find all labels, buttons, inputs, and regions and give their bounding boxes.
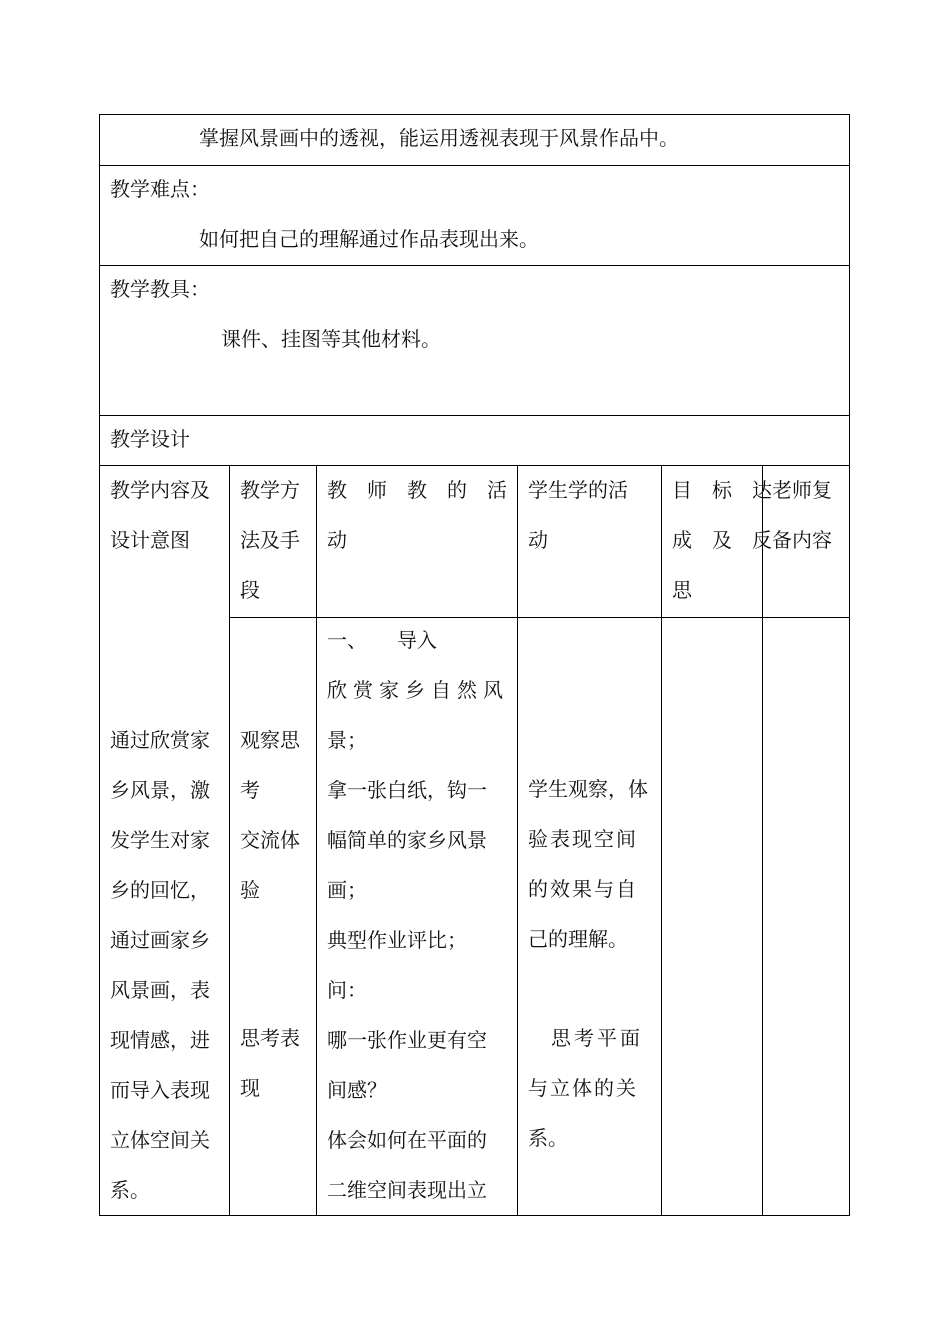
header-content-line: 设计意图 bbox=[110, 528, 190, 552]
difficulty-label: 教学难点： bbox=[110, 177, 210, 201]
method-line: 观察思 bbox=[240, 728, 300, 752]
goal-row-bottom-border bbox=[99, 165, 850, 166]
content-line: 通过欣赏家 bbox=[110, 728, 210, 752]
teacher-line: 欣赏家乡自然风 bbox=[327, 678, 509, 702]
method-line: 交流体 bbox=[240, 828, 300, 852]
teacher-line: 画； bbox=[327, 878, 367, 902]
col-divider-2 bbox=[316, 465, 317, 1216]
method-cell-group-1 bbox=[240, 715, 300, 915]
header-student-line: 学生学的活 bbox=[528, 478, 628, 502]
content-line: 风景画，表 bbox=[110, 978, 210, 1002]
method-cell-group-2 bbox=[240, 1013, 300, 1113]
method-line: 思考表 bbox=[240, 1026, 300, 1050]
teacher-line: 幅简单的家乡风景 bbox=[327, 828, 487, 852]
teacher-line: 景； bbox=[327, 728, 367, 752]
teacher-line: 问： bbox=[327, 978, 367, 1002]
tools-row-bottom-border bbox=[99, 415, 850, 416]
header-content-line: 教学内容及 bbox=[110, 478, 210, 502]
header-method-line: 段 bbox=[240, 578, 260, 602]
header-method-line: 法及手 bbox=[240, 528, 300, 552]
student-line: 的效果与自 bbox=[528, 877, 638, 901]
student-line: 与立体的关 bbox=[528, 1076, 638, 1100]
difficulty-text: 如何把自己的理解通过作品表现出来。 bbox=[199, 227, 539, 251]
header-student-line: 动 bbox=[528, 528, 548, 552]
teacher-line: 典型作业评比； bbox=[327, 928, 467, 952]
design-label: 教学设计 bbox=[110, 427, 190, 451]
student-cell-group-2 bbox=[528, 1013, 643, 1163]
table-bottom-border bbox=[99, 1215, 850, 1216]
goal-text: 掌握风景画中的透视，能运用透视表现于风景作品中。 bbox=[199, 126, 679, 150]
student-line: 思考平面 bbox=[528, 1026, 643, 1050]
header-method-cell bbox=[240, 465, 300, 615]
col-divider-1 bbox=[229, 465, 230, 1216]
table-right-border bbox=[849, 114, 850, 1216]
method-line: 现 bbox=[240, 1076, 260, 1100]
student-cell-group-1 bbox=[528, 764, 648, 964]
difficulty-row-bottom-border bbox=[99, 265, 850, 266]
teacher-line: 哪一张作业更有空 bbox=[327, 1028, 487, 1052]
content-line: 发学生对家 bbox=[110, 828, 210, 852]
content-line: 乡风景，激 bbox=[110, 778, 210, 802]
teacher-line: 一、 导入 bbox=[327, 628, 437, 652]
header-student-cell bbox=[528, 465, 628, 565]
teacher-line: 二维空间表现出立 bbox=[327, 1178, 487, 1202]
content-cell bbox=[110, 715, 210, 1215]
content-line: 乡的回忆， bbox=[110, 878, 210, 902]
col-divider-3 bbox=[517, 465, 518, 1216]
student-line: 验表现空间 bbox=[528, 827, 638, 851]
teacher-line: 体会如何在平面的 bbox=[327, 1128, 487, 1152]
method-line: 考 bbox=[240, 778, 260, 802]
tools-text: 课件、挂图等其他材料。 bbox=[221, 327, 441, 351]
header-goal-line: 思 bbox=[672, 578, 692, 602]
student-line: 学生观察，体 bbox=[528, 777, 648, 801]
content-line: 系。 bbox=[110, 1178, 150, 1202]
table-top-border bbox=[99, 114, 850, 115]
header-teacher-line: 动 bbox=[327, 528, 347, 552]
header-method-line: 教学方 bbox=[240, 478, 300, 502]
content-line: 而导入表现 bbox=[110, 1078, 210, 1102]
teacher-line: 间感？ bbox=[327, 1078, 387, 1102]
student-line: 己的理解。 bbox=[528, 927, 628, 951]
header-review-line: 备内容 bbox=[772, 528, 832, 552]
header-review-line: 老师复 bbox=[772, 478, 832, 502]
header-goal-cell bbox=[672, 465, 772, 615]
teacher-cell bbox=[327, 615, 509, 1215]
table-left-border bbox=[99, 114, 100, 1216]
col-divider-4 bbox=[661, 465, 662, 1216]
student-line: 系。 bbox=[528, 1126, 568, 1150]
header-goal-line: 成 及 反 bbox=[672, 528, 772, 552]
header-row-bottom-border bbox=[229, 617, 850, 618]
content-line: 立体空间关 bbox=[110, 1128, 210, 1152]
content-line: 通过画家乡 bbox=[110, 928, 210, 952]
method-line: 验 bbox=[240, 878, 260, 902]
header-teacher-line: 教 师 教 的 活 bbox=[327, 478, 507, 502]
header-content-cell bbox=[110, 465, 210, 565]
header-review-cell bbox=[772, 465, 832, 565]
teacher-line: 拿一张白纸，钩一 bbox=[327, 778, 487, 802]
header-goal-line: 目 标 达 bbox=[672, 478, 772, 502]
tools-label: 教学教具： bbox=[110, 277, 210, 301]
content-line: 现情感，进 bbox=[110, 1028, 210, 1052]
header-teacher-cell bbox=[327, 465, 507, 565]
